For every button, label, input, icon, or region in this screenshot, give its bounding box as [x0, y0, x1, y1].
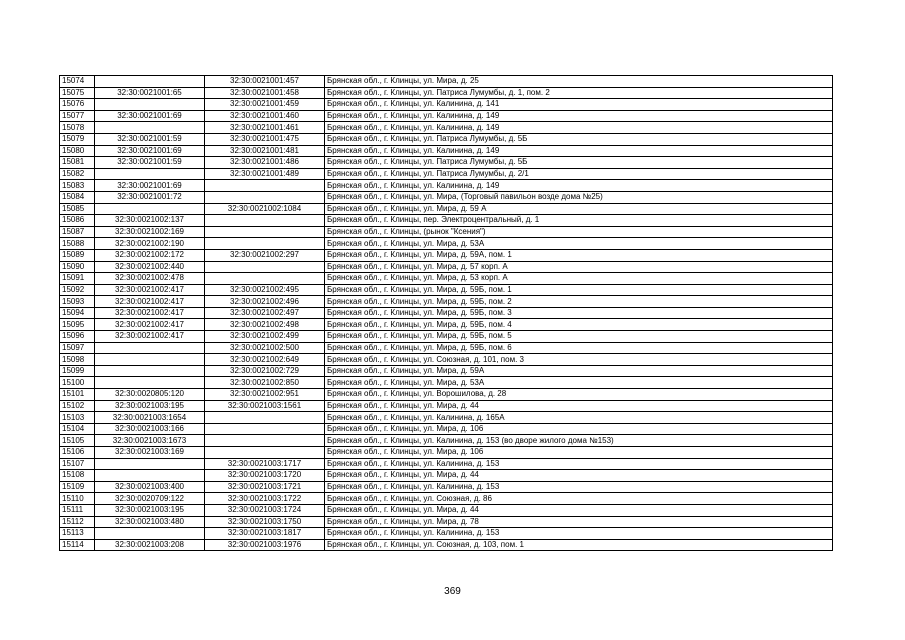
- address-cell: Брянская обл., г. Клинцы, ул. Патриса Лумумбы, д. 5Б: [325, 157, 833, 169]
- building-cadastral-cell: 32:30:0021002:500: [205, 342, 325, 354]
- row-number-cell: 15095: [60, 319, 95, 331]
- address-cell: Брянская обл., г. Клинцы, ул. Мира, д. 25: [325, 76, 833, 88]
- row-number-cell: 15108: [60, 470, 95, 482]
- table-row: [60, 249, 833, 261]
- row-number-cell: 15098: [60, 354, 95, 366]
- land-cadastral-cell: 32:30:0021003:480: [95, 516, 205, 528]
- table-row: [60, 412, 833, 424]
- address-cell: Брянская обл., г. Клинцы, ул. Мира, д. 59 А: [325, 203, 833, 215]
- address-cell: Брянская обл., г. Клинцы, ул. Мира, д. 59Б, пом. 6: [325, 342, 833, 354]
- land-cadastral-cell: 32:30:0021003:208: [95, 539, 205, 551]
- address-cell: Брянская обл., г. Клинцы, ул. Калинина, д. 149: [325, 110, 833, 122]
- table-row: [60, 191, 833, 203]
- land-cadastral-cell: 32:30:0021003:166: [95, 423, 205, 435]
- table-row: [60, 342, 833, 354]
- address-cell: Брянская обл., г. Клинцы, ул. Мира, д. 59Б, пом. 1: [325, 284, 833, 296]
- land-cadastral-cell: 32:30:0021002:172: [95, 249, 205, 261]
- land-cadastral-cell: 32:30:0021001:69: [95, 180, 205, 192]
- land-cadastral-cell: 32:30:0021001:59: [95, 157, 205, 169]
- table-row: [60, 377, 833, 389]
- row-number-cell: 15093: [60, 296, 95, 308]
- table-row: [60, 435, 833, 447]
- table-row: [60, 284, 833, 296]
- row-number-cell: 15097: [60, 342, 95, 354]
- row-number-cell: 15112: [60, 516, 95, 528]
- address-cell: Брянская обл., г. Клинцы, ул. Союзная, д. 103, пом. 1: [325, 539, 833, 551]
- row-number-cell: 15079: [60, 133, 95, 145]
- building-cadastral-cell: 32:30:0021002:495: [205, 284, 325, 296]
- address-cell: Брянская обл., г. Клинцы, ул. Мира, д. 106: [325, 423, 833, 435]
- building-cadastral-cell: 32:30:0021003:1750: [205, 516, 325, 528]
- building-cadastral-cell: 32:30:0021002:496: [205, 296, 325, 308]
- address-cell: Брянская обл., г. Клинцы, ул. Мира, д. 44: [325, 504, 833, 516]
- building-cadastral-cell: 32:30:0021001:475: [205, 133, 325, 145]
- table-row: [60, 447, 833, 459]
- building-cadastral-cell: 32:30:0021001:460: [205, 110, 325, 122]
- address-cell: Брянская обл., г. Клинцы, ул. Калинина, д. 149: [325, 122, 833, 134]
- table-row: [60, 528, 833, 540]
- building-cadastral-cell: 32:30:0021001:489: [205, 168, 325, 180]
- address-cell: Брянская обл., г. Клинцы, ул. Мира, (Торговый павильон возде дома №25): [325, 191, 833, 203]
- address-cell: Брянская обл., г. Клинцы, ул. Калинина, д. 153: [325, 528, 833, 540]
- land-cadastral-cell: 32:30:0021003:1654: [95, 412, 205, 424]
- building-cadastral-cell: 32:30:0021003:1721: [205, 481, 325, 493]
- land-cadastral-cell: [95, 99, 205, 111]
- row-number-cell: 15074: [60, 76, 95, 88]
- building-cadastral-cell: [205, 238, 325, 250]
- row-number-cell: 15076: [60, 99, 95, 111]
- land-cadastral-cell: 32:30:0021002:417: [95, 284, 205, 296]
- address-cell: Брянская обл., г. Клинцы, ул. Мира, д. 59Б, пом. 5: [325, 331, 833, 343]
- building-cadastral-cell: 32:30:0021002:1084: [205, 203, 325, 215]
- row-number-cell: 15106: [60, 447, 95, 459]
- land-cadastral-cell: [95, 377, 205, 389]
- table-row: [60, 296, 833, 308]
- row-number-cell: 15101: [60, 389, 95, 401]
- address-cell: Брянская обл., г. Клинцы, ул. Мира, д. 59А: [325, 365, 833, 377]
- table-row: [60, 133, 833, 145]
- building-cadastral-cell: 32:30:0021002:850: [205, 377, 325, 389]
- building-cadastral-cell: 32:30:0021003:1976: [205, 539, 325, 551]
- land-cadastral-cell: [95, 168, 205, 180]
- row-number-cell: 15091: [60, 273, 95, 285]
- land-cadastral-cell: [95, 528, 205, 540]
- address-cell: Брянская обл., г. Клинцы, ул. Калинина, д. 153: [325, 481, 833, 493]
- table-row: [60, 273, 833, 285]
- address-cell: Брянская обл., г. Клинцы, ул. Патриса Лумумбы, д. 1, пом. 2: [325, 87, 833, 99]
- table-row: [60, 423, 833, 435]
- address-cell: Брянская обл., г. Клинцы, ул. Мира, д. 59Б, пом. 3: [325, 307, 833, 319]
- land-cadastral-cell: 32:30:0021002:417: [95, 307, 205, 319]
- land-cadastral-cell: 32:30:0021003:195: [95, 400, 205, 412]
- building-cadastral-cell: 32:30:0021003:1561: [205, 400, 325, 412]
- row-number-cell: 15083: [60, 180, 95, 192]
- land-cadastral-cell: 32:30:0021001:69: [95, 110, 205, 122]
- building-cadastral-cell: 32:30:0021001:486: [205, 157, 325, 169]
- row-number-cell: 15099: [60, 365, 95, 377]
- land-cadastral-cell: 32:30:0021002:478: [95, 273, 205, 285]
- land-cadastral-cell: 32:30:0021003:1673: [95, 435, 205, 447]
- building-cadastral-cell: 32:30:0021002:499: [205, 331, 325, 343]
- row-number-cell: 15104: [60, 423, 95, 435]
- land-cadastral-cell: [95, 342, 205, 354]
- land-cadastral-cell: [95, 122, 205, 134]
- building-cadastral-cell: 32:30:0021002:498: [205, 319, 325, 331]
- row-number-cell: 15084: [60, 191, 95, 203]
- address-cell: Брянская обл., г. Клинцы, ул. Мира, д. 106: [325, 447, 833, 459]
- land-cadastral-cell: 32:30:0021001:59: [95, 133, 205, 145]
- building-cadastral-cell: 32:30:0021003:1722: [205, 493, 325, 505]
- building-cadastral-cell: [205, 447, 325, 459]
- row-number-cell: 15103: [60, 412, 95, 424]
- row-number-cell: 15100: [60, 377, 95, 389]
- address-cell: Брянская обл., г. Клинцы, ул. Калинина, д. 165А: [325, 412, 833, 424]
- land-cadastral-cell: [95, 203, 205, 215]
- row-number-cell: 15107: [60, 458, 95, 470]
- row-number-cell: 15105: [60, 435, 95, 447]
- land-cadastral-cell: 32:30:0021002:169: [95, 226, 205, 238]
- table-row: [60, 470, 833, 482]
- land-cadastral-cell: 32:30:0021002:417: [95, 296, 205, 308]
- land-cadastral-cell: 32:30:0021001:69: [95, 145, 205, 157]
- table-row: [60, 493, 833, 505]
- table-row: [60, 145, 833, 157]
- land-cadastral-cell: 32:30:0021003:400: [95, 481, 205, 493]
- building-cadastral-cell: [205, 412, 325, 424]
- land-cadastral-cell: 32:30:0021001:72: [95, 191, 205, 203]
- row-number-cell: 15088: [60, 238, 95, 250]
- row-number-cell: 15113: [60, 528, 95, 540]
- table-row: [60, 516, 833, 528]
- table-row: [60, 238, 833, 250]
- table-row: [60, 331, 833, 343]
- address-cell: Брянская обл., г. Клинцы, ул. Союзная, д. 101, пом. 3: [325, 354, 833, 366]
- address-cell: Брянская обл., г. Клинцы, ул. Мира, д. 44: [325, 470, 833, 482]
- address-cell: Брянская обл., г. Клинцы, ул. Калинина, д. 141: [325, 99, 833, 111]
- table-row: [60, 157, 833, 169]
- row-number-cell: 15090: [60, 261, 95, 273]
- address-cell: Брянская обл., г. Клинцы, ул. Мира, д. 57 корп. А: [325, 261, 833, 273]
- address-cell: Брянская обл., г. Клинцы, ул. Калинина, д. 149: [325, 180, 833, 192]
- building-cadastral-cell: 32:30:0021001:459: [205, 99, 325, 111]
- row-number-cell: 15081: [60, 157, 95, 169]
- row-number-cell: 15075: [60, 87, 95, 99]
- table-row: [60, 504, 833, 516]
- land-cadastral-cell: 32:30:0021003:195: [95, 504, 205, 516]
- table-row: [60, 180, 833, 192]
- address-cell: Брянская обл., г. Клинцы, ул. Ворошилова, д. 28: [325, 389, 833, 401]
- row-number-cell: 15110: [60, 493, 95, 505]
- row-number-cell: 15109: [60, 481, 95, 493]
- building-cadastral-cell: 32:30:0021002:729: [205, 365, 325, 377]
- building-cadastral-cell: 32:30:0021003:1720: [205, 470, 325, 482]
- land-cadastral-cell: 32:30:0021002:137: [95, 215, 205, 227]
- building-cadastral-cell: 32:30:0021003:1724: [205, 504, 325, 516]
- building-cadastral-cell: [205, 261, 325, 273]
- table-row: [60, 389, 833, 401]
- land-cadastral-cell: 32:30:0021002:417: [95, 319, 205, 331]
- table-row: [60, 539, 833, 551]
- row-number-cell: 15092: [60, 284, 95, 296]
- building-cadastral-cell: [205, 215, 325, 227]
- land-cadastral-cell: 32:30:0021002:417: [95, 331, 205, 343]
- row-number-cell: 15089: [60, 249, 95, 261]
- address-cell: Брянская обл., г. Клинцы, (рынок "Ксения"): [325, 226, 833, 238]
- land-cadastral-cell: 32:30:0020805:120: [95, 389, 205, 401]
- land-cadastral-cell: [95, 365, 205, 377]
- table-row: [60, 87, 833, 99]
- table-row: [60, 203, 833, 215]
- land-cadastral-cell: [95, 470, 205, 482]
- table-row: [60, 110, 833, 122]
- land-cadastral-cell: 32:30:0020709:122: [95, 493, 205, 505]
- land-cadastral-cell: [95, 458, 205, 470]
- address-cell: Брянская обл., г. Клинцы, ул. Мира, д. 53А: [325, 377, 833, 389]
- table-row: [60, 481, 833, 493]
- building-cadastral-cell: 32:30:0021002:297: [205, 249, 325, 261]
- address-cell: Брянская обл., г. Клинцы, ул. Калинина, д. 149: [325, 145, 833, 157]
- row-number-cell: 15086: [60, 215, 95, 227]
- table-row: [60, 226, 833, 238]
- building-cadastral-cell: [205, 226, 325, 238]
- table-row: [60, 122, 833, 134]
- row-number-cell: 15111: [60, 504, 95, 516]
- address-cell: Брянская обл., г. Клинцы, пер. Электроцентральный, д. 1: [325, 215, 833, 227]
- building-cadastral-cell: 32:30:0021001:457: [205, 76, 325, 88]
- row-number-cell: 15077: [60, 110, 95, 122]
- registry-table: [59, 75, 833, 551]
- row-number-cell: 15096: [60, 331, 95, 343]
- page-number: 369: [444, 586, 461, 597]
- building-cadastral-cell: [205, 273, 325, 285]
- address-cell: Брянская обл., г. Клинцы, ул. Патриса Лумумбы, д. 2/1: [325, 168, 833, 180]
- address-cell: Брянская обл., г. Клинцы, ул. Калинина, д. 153 (во дворе жилого дома №153): [325, 435, 833, 447]
- land-cadastral-cell: 32:30:0021002:190: [95, 238, 205, 250]
- address-cell: Брянская обл., г. Клинцы, ул. Союзная, д. 86: [325, 493, 833, 505]
- building-cadastral-cell: 32:30:0021002:649: [205, 354, 325, 366]
- land-cadastral-cell: 32:30:0021001:65: [95, 87, 205, 99]
- address-cell: Брянская обл., г. Клинцы, ул. Мира, д. 53 корп. А: [325, 273, 833, 285]
- row-number-cell: 15102: [60, 400, 95, 412]
- building-cadastral-cell: 32:30:0021003:1817: [205, 528, 325, 540]
- address-cell: Брянская обл., г. Клинцы, ул. Мира, д. 53А: [325, 238, 833, 250]
- row-number-cell: 15087: [60, 226, 95, 238]
- address-cell: Брянская обл., г. Клинцы, ул. Патриса Лумумбы, д. 5Б: [325, 133, 833, 145]
- table-row: [60, 76, 833, 88]
- address-cell: Брянская обл., г. Клинцы, ул. Мира, д. 59Б, пом. 4: [325, 319, 833, 331]
- building-cadastral-cell: [205, 180, 325, 192]
- row-number-cell: 15085: [60, 203, 95, 215]
- registry-table-body: [60, 76, 833, 551]
- address-cell: Брянская обл., г. Клинцы, ул. Мира, д. 59А, пом. 1: [325, 249, 833, 261]
- table-row: [60, 168, 833, 180]
- row-number-cell: 15114: [60, 539, 95, 551]
- table-row: [60, 319, 833, 331]
- building-cadastral-cell: [205, 435, 325, 447]
- land-cadastral-cell: 32:30:0021003:169: [95, 447, 205, 459]
- address-cell: Брянская обл., г. Клинцы, ул. Калинина, д. 153: [325, 458, 833, 470]
- table-row: [60, 400, 833, 412]
- land-cadastral-cell: [95, 76, 205, 88]
- table-row: [60, 261, 833, 273]
- row-number-cell: 15078: [60, 122, 95, 134]
- address-cell: Брянская обл., г. Клинцы, ул. Мира, д. 78: [325, 516, 833, 528]
- building-cadastral-cell: 32:30:0021001:458: [205, 87, 325, 99]
- row-number-cell: 15080: [60, 145, 95, 157]
- table-row: [60, 458, 833, 470]
- row-number-cell: 15094: [60, 307, 95, 319]
- building-cadastral-cell: 32:30:0021002:951: [205, 389, 325, 401]
- building-cadastral-cell: 32:30:0021001:461: [205, 122, 325, 134]
- address-cell: Брянская обл., г. Клинцы, ул. Мира, д. 59Б, пом. 2: [325, 296, 833, 308]
- table-row: [60, 365, 833, 377]
- table-row: [60, 354, 833, 366]
- row-number-cell: 15082: [60, 168, 95, 180]
- building-cadastral-cell: 32:30:0021003:1717: [205, 458, 325, 470]
- address-cell: Брянская обл., г. Клинцы, ул. Мира, д. 44: [325, 400, 833, 412]
- building-cadastral-cell: 32:30:0021001:481: [205, 145, 325, 157]
- table-row: [60, 215, 833, 227]
- table-row: [60, 307, 833, 319]
- building-cadastral-cell: [205, 191, 325, 203]
- building-cadastral-cell: 32:30:0021002:497: [205, 307, 325, 319]
- table-row: [60, 99, 833, 111]
- building-cadastral-cell: [205, 423, 325, 435]
- land-cadastral-cell: [95, 354, 205, 366]
- land-cadastral-cell: 32:30:0021002:440: [95, 261, 205, 273]
